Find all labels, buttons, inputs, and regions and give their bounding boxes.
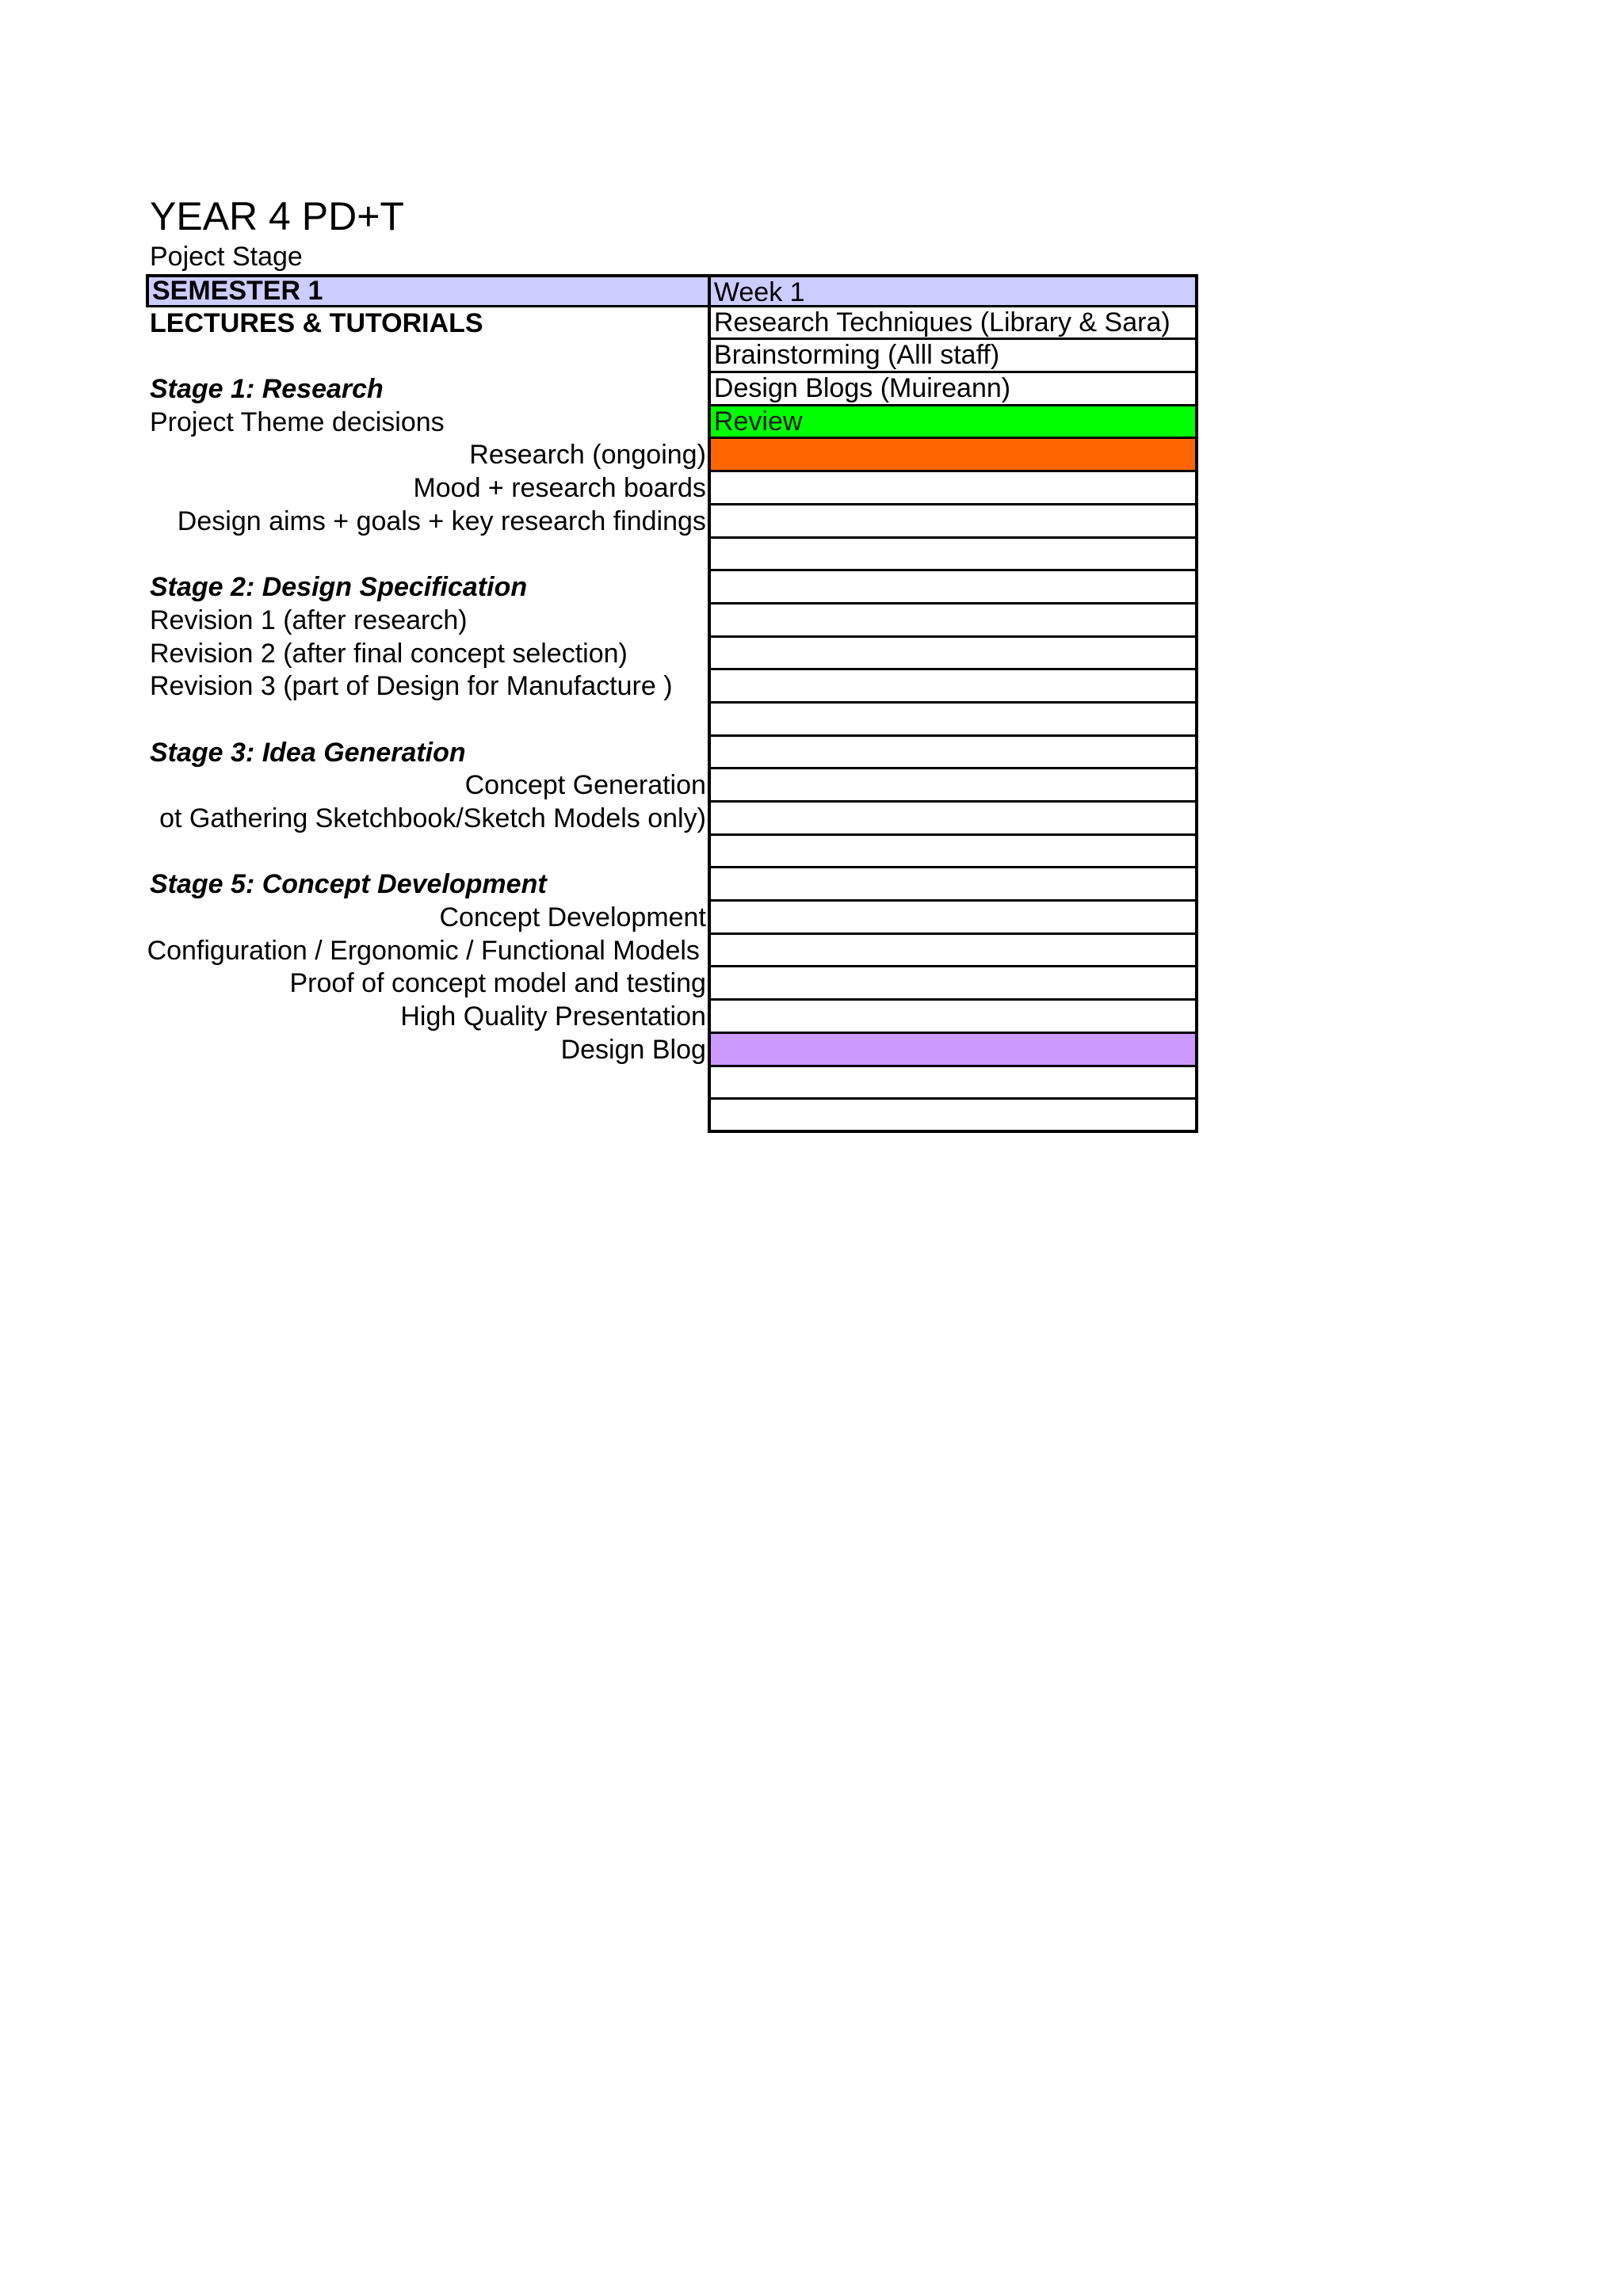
row-label: Concept Generation — [464, 770, 706, 801]
table-row — [146, 571, 1198, 605]
schedule-cell[interactable] — [708, 967, 1198, 1001]
table-row — [146, 967, 1198, 1001]
row-label — [146, 340, 708, 373]
row-label: High Quality Presentation — [400, 1001, 706, 1032]
row-label-text: Configuration / Ergonomic / Functional Models — [147, 935, 700, 966]
schedule-cell[interactable]: Research Techniques (Library & Sara) — [708, 307, 1198, 341]
row-label-text: ot Gathering Sketchbook/Sketch Models only) — [159, 803, 706, 833]
row-label — [146, 1067, 708, 1100]
schedule-cell[interactable] — [708, 571, 1198, 605]
table-row — [146, 539, 1198, 572]
table-row — [146, 373, 1198, 406]
schedule-cell[interactable] — [708, 902, 1198, 935]
table-row — [146, 340, 1198, 373]
row-label: Revision 1 (after research) — [150, 605, 468, 635]
row-label: Mood + research boards — [413, 473, 706, 504]
row-label: Design Blog — [560, 1034, 706, 1065]
week-header-cell[interactable]: Week 1 — [708, 274, 1198, 307]
stage-heading: Stage 1: Research — [150, 374, 384, 405]
schedule-cell[interactable]: Brainstorming (Alll staff) — [708, 340, 1198, 373]
schedule-cell[interactable] — [708, 1067, 1198, 1100]
schedule-cell[interactable]: Design Blogs (Muireann) — [708, 373, 1198, 406]
table-row — [146, 836, 1198, 869]
stage-heading: Stage 2: Design Specification — [150, 572, 528, 603]
row-label-clipped — [146, 935, 708, 968]
table-row — [146, 1001, 1198, 1034]
row-label: Revision 3 (part of Design for Manufacture ) — [150, 671, 673, 702]
table-row — [146, 605, 1198, 638]
design-blog-cell[interactable] — [708, 1034, 1198, 1067]
section-heading: LECTURES & TUTORIALS — [150, 307, 483, 338]
row-label: Revision 2 (after final concept selection) — [150, 638, 628, 669]
schedule-cell[interactable] — [708, 670, 1198, 704]
semester-label: SEMESTER 1 — [146, 274, 708, 307]
schedule-cell[interactable] — [708, 472, 1198, 505]
schedule-cell[interactable] — [708, 704, 1198, 737]
table-row — [146, 406, 1198, 440]
sheet-title: YEAR 4 PD+T — [150, 194, 404, 238]
row-label — [146, 836, 708, 869]
table-row — [146, 1067, 1198, 1100]
row-label: Research (ongoing) — [469, 440, 706, 471]
schedule-cell[interactable] — [708, 1100, 1198, 1133]
table-row — [146, 505, 1198, 539]
research-highlight-cell[interactable] — [708, 439, 1198, 472]
table-row — [146, 935, 1198, 968]
table-row — [146, 274, 1198, 307]
schedule-cell[interactable] — [708, 803, 1198, 836]
table-row — [146, 868, 1198, 902]
table-row — [146, 1034, 1198, 1067]
row-label — [146, 704, 708, 737]
review-cell[interactable]: Review — [708, 406, 1198, 440]
table-row — [146, 737, 1198, 770]
table-row — [146, 769, 1198, 803]
schedule-cell[interactable] — [708, 505, 1198, 539]
table-row — [146, 472, 1198, 505]
row-label — [146, 539, 708, 572]
table-row — [146, 638, 1198, 671]
table-row — [146, 803, 1198, 836]
row-label — [146, 1100, 708, 1133]
schedule-cell[interactable] — [708, 1001, 1198, 1034]
schedule-cell[interactable] — [708, 868, 1198, 902]
row-label: Proof of concept model and testing — [289, 968, 706, 999]
table-row — [146, 902, 1198, 935]
schedule-cell[interactable] — [708, 737, 1198, 770]
schedule-grid — [146, 274, 1198, 1133]
table-row — [146, 439, 1198, 472]
row-label: Design aims + goals + key research findings — [177, 505, 706, 536]
schedule-cell[interactable] — [708, 539, 1198, 572]
stage-heading: Stage 3: Idea Generation — [150, 737, 466, 768]
table-row — [146, 670, 1198, 704]
schedule-cell[interactable] — [708, 836, 1198, 869]
row-label-clipped — [146, 803, 708, 836]
table-row — [146, 1100, 1198, 1133]
schedule-cell[interactable] — [708, 769, 1198, 803]
schedule-cell[interactable] — [708, 605, 1198, 638]
table-row — [146, 704, 1198, 737]
schedule-cell[interactable] — [708, 935, 1198, 968]
table-row — [146, 307, 1198, 341]
stage-heading: Stage 5: Concept Development — [150, 869, 547, 900]
row-label: Concept Development — [439, 902, 706, 933]
schedule-cell[interactable] — [708, 638, 1198, 671]
sheet-subtitle: Poject Stage — [150, 242, 303, 272]
row-label: Project Theme decisions — [150, 406, 445, 437]
